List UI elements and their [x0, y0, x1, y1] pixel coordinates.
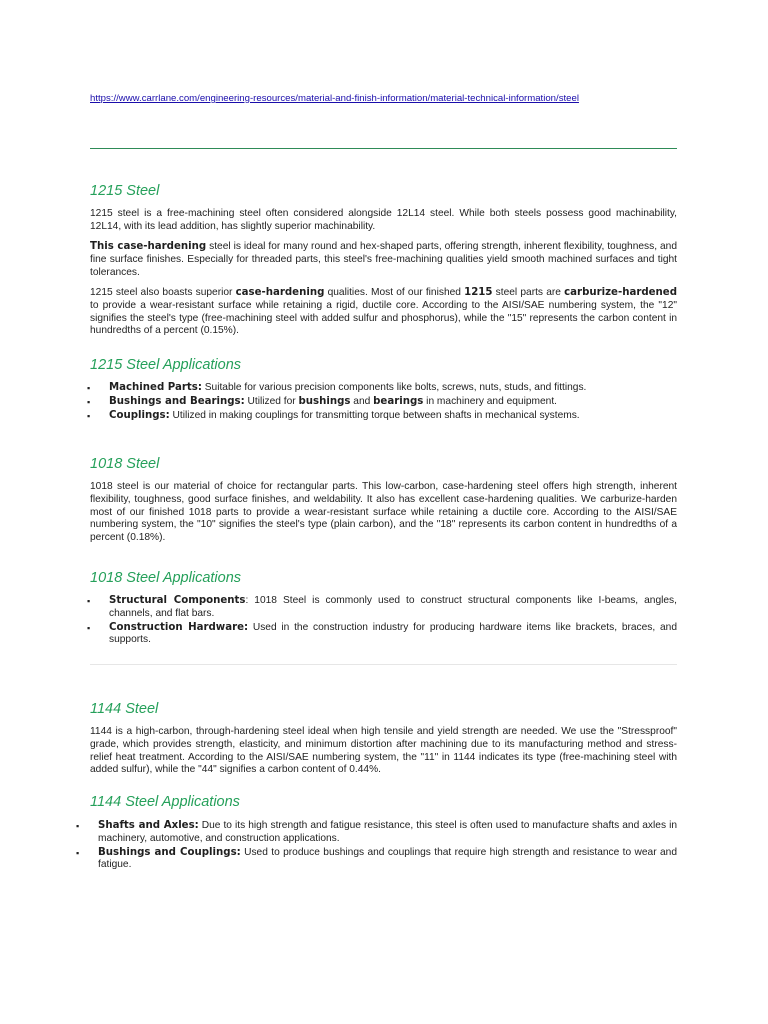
item-text: Utilized for [244, 395, 299, 407]
paragraph-1144-intro: 1144 is a high-carbon, through-hardening steel ideal when high tensile and yield strength are needed. We use the "Stressproof" grade, which provides strength, elasticity, and minimum distortion after machining due to its manufacturing method and stress-relief heat treatment. According to the AISI/SAE numbering system, the "11" in 1144 indicates its type (free-machining steel with added sulfur), while the "44" signifies a carbon content of 0.44%. [90, 726, 677, 776]
bold-text: bearings [373, 395, 424, 407]
paragraph-text: qualities. Most of our finished [324, 287, 465, 298]
heading-1215-applications: 1215 Steel Applications [90, 357, 242, 373]
list-item [87, 621, 677, 648]
item-text: Suitable for various precision components like bolts, screws, nuts, studs, and fittings. [201, 382, 587, 393]
paragraph-text: to provide a wear-resistant surface while retaining a rigid, ductile core. According to the AISI/SAE numbering system, the "12" signifies the steel's type (free-machining steel with added sulfur and phosphorus), while the "15" represents the carbon content in hundredths of a percent (0.15%). [90, 299, 677, 337]
list-item [87, 595, 677, 621]
paragraph-1018-intro: 1018 steel is our material of choice for rectangular parts. This low-carbon, case-hardening steel offers high strength, inherent flexibility, toughness, good surface finishes, and weldability. It also has excellent case-hardening qualities. We carburize-harden most of our finished 1018 parts to provide a wear-resistant surface while retaining a ductile core. According to the AISI/SAE numbering system, the "10" signifies the steel's type (plain carbon), and the "18" represents its carbon content in hundredths of a percent (0.18%). [90, 481, 677, 544]
list-item [87, 409, 677, 423]
heading-1018-steel: 1018 Steel [90, 456, 160, 472]
item-text: Due to its high strength and fatigue resistance, this steel is often used to manufacture shafts and axles in machinery, automotive, and construction applications. [98, 820, 677, 844]
source-link[interactable]: https://www.carrlane.com/engineering-resources/material-and-finish-information/material-technical-information/steel [90, 93, 579, 104]
item-text: and [350, 395, 374, 407]
green-divider [90, 148, 677, 149]
list-item [87, 382, 677, 395]
list-1215-applications [87, 382, 677, 422]
paragraph-1215-case-hardening [90, 241, 677, 279]
bullet-icon: ▪ [87, 383, 91, 393]
bullet-icon: ▪ [76, 821, 80, 831]
heading-1215-steel: 1215 Steel [90, 183, 160, 199]
bullet-icon: ▪ [87, 622, 91, 633]
bold-text: 1215 [464, 287, 493, 298]
paragraph-1215-intro: 1215 steel is a free-machining steel often considered alongside 12L14 steel. While both steels possess good machinability, 12L14, with its lead addition, has slightly superior machinability. [90, 208, 677, 232]
item-text: : 1018 Steel is commonly used to construct structural components like I-beams, angles, channels, and flat bars. [109, 595, 677, 619]
item-text: Used in the construction industry for producing hardware items like brackets, braces, and supports. [109, 621, 677, 646]
bold-text: case-hardening [235, 287, 325, 298]
heading-1144-steel: 1144 Steel [90, 701, 159, 717]
item-label: Couplings: [109, 409, 170, 421]
heading-1018-applications: 1018 Steel Applications [90, 570, 242, 586]
item-label: Construction Hardware: [109, 621, 249, 633]
item-label: Bushings and Bearings: [109, 395, 245, 407]
section-divider [90, 664, 677, 665]
item-label: Structural Components [109, 595, 246, 606]
bold-text: carburize-hardened [564, 287, 677, 298]
item-text: in machinery and equipment. [423, 395, 557, 407]
paragraph-text: 1215 steel also boasts superior [90, 287, 236, 298]
bullet-icon: ▪ [76, 847, 80, 858]
heading-1144-applications: 1144 Steel Applications [90, 794, 240, 810]
bullet-icon: ▪ [87, 596, 91, 606]
item-text: Utilized in making couplings for transmitting torque between shafts in mechanical systems. [169, 409, 580, 421]
item-text: Used to produce bushings and couplings that require high strength and resistance to wear and fatigue. [98, 846, 677, 871]
item-label: Shafts and Axles: [98, 820, 199, 831]
paragraph-1215-carburize [90, 287, 677, 338]
bold-text: This case-hardening [90, 241, 207, 252]
item-label: Bushings and Couplings: [98, 846, 241, 858]
bullet-icon: ▪ [87, 396, 91, 407]
paragraph-text: steel parts are [492, 287, 565, 298]
list-1018-applications [87, 595, 677, 647]
paragraph-text: steel is ideal for many round and hex-shaped parts, offering strength, inherent flexibility, toughness, and fine surface finishes. Especially for threaded parts, this steel's free-machining qualities yield smooth machined surfaces and tight tolerances. [90, 241, 678, 278]
bold-text: bushings [298, 395, 351, 407]
bullet-icon: ▪ [87, 410, 91, 421]
list-1144-applications [76, 820, 677, 872]
list-item [76, 846, 677, 873]
list-item [87, 395, 677, 409]
item-label: Machined Parts: [109, 382, 202, 393]
list-item [76, 820, 677, 846]
